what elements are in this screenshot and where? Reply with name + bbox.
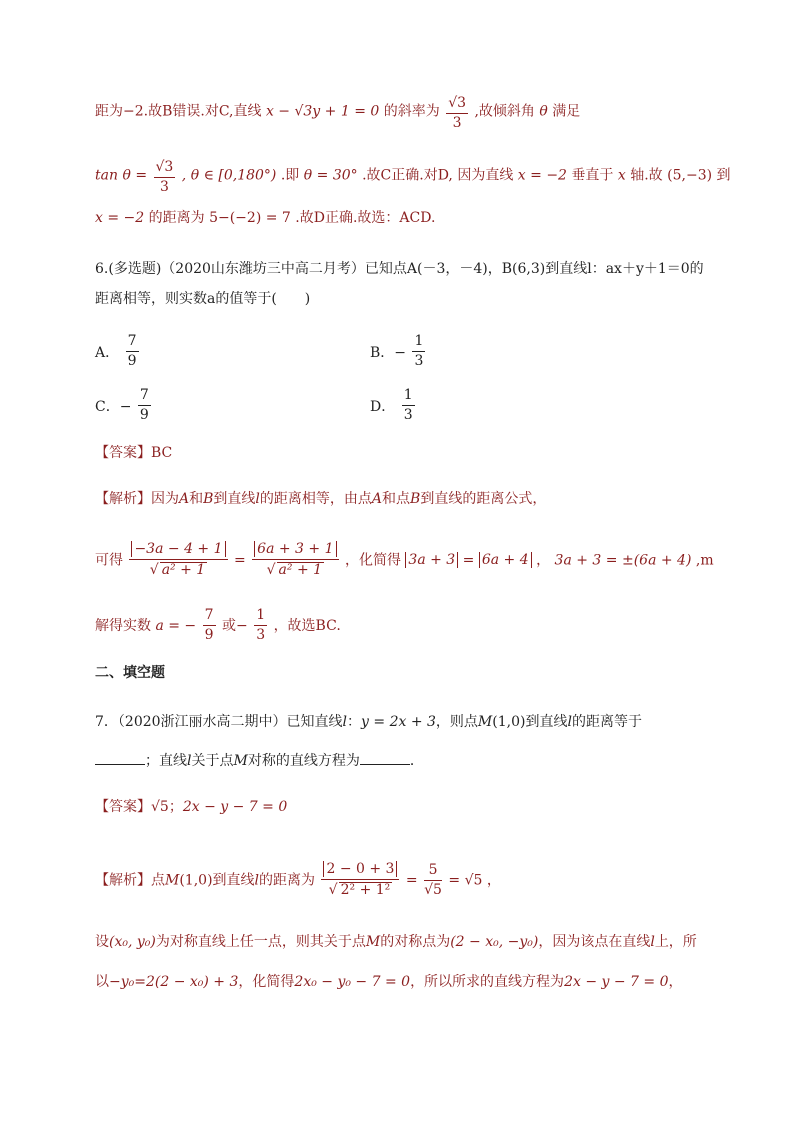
equation: tan θ = <box>95 167 148 184</box>
solution-line-3 <box>95 211 435 225</box>
text: 到 <box>716 167 731 184</box>
text: ,故倾斜角 <box>474 103 535 120</box>
answer-blank-2[interactable] <box>360 752 410 765</box>
q7-stem-line-2: ；直线l关于点M对称的直线方程为 ． <box>95 752 424 768</box>
q6-option-a: A． $\frac{7}{9}$ <box>95 333 137 370</box>
text: 垂直于 <box>571 167 614 184</box>
q7-analysis-line-2: 设(x₀, y₀)为对称直线上任一点，则其关于点M的对称点为(2 − x₀, −y₀)，因为该点在直线l上，所 <box>95 934 697 950</box>
text: 距为−2.故B错误.对C,直线 <box>95 103 262 120</box>
text: 的斜率为 <box>383 103 440 120</box>
q6-answer: 【答案】BC <box>95 445 173 461</box>
answer-blank-1[interactable] <box>95 752 145 765</box>
q7-analysis-line-1: 【解析】点M(1,0)到直线l的距离为 2 − 0 + 3 √ 2² + 1² = $\frac{5}{√5}$ = √5 ， <box>95 862 501 899</box>
q6-stem-line-2: 距离相等，则实数a的值等于( ) <box>95 291 311 307</box>
fraction: $\frac{√3}{3}$ <box>448 95 467 132</box>
equation: θ = 30° <box>303 167 358 184</box>
q7-analysis-line-3: 以−y₀=2(2 − x₀) + 3，化简得2x₀ − y₀ − 7 = 0，所以所求的直线方程为2x − y − 7 = 0， <box>95 974 683 990</box>
equation: (5,−3) <box>667 167 713 184</box>
fraction: $\frac{√3}{3}$ <box>155 159 174 196</box>
q6-option-d: D． $\frac{1}{3}$ <box>370 387 413 424</box>
text: .故D正确.故选：ACD. <box>295 210 436 226</box>
symbol: θ <box>539 103 548 120</box>
equation: x − √3y + 1 = 0 <box>265 103 380 120</box>
equation: x = −2 <box>95 210 145 226</box>
q6-analysis-line-3: 解得实数 a = − $\frac{7}{9}$ 或− $\frac{1}{3}$ ，故选BC. <box>95 607 341 644</box>
solution-line-1 <box>95 96 580 132</box>
text: 轴.故 <box>630 167 663 184</box>
text: 满足 <box>552 103 581 120</box>
q7-answer: 【答案】√5；2x − y − 7 = 0 <box>95 799 288 815</box>
solution-line-2 <box>95 160 731 196</box>
section-heading: 二、填空题 <box>95 665 165 681</box>
q6-option-b: B．− $\frac{1}{3}$ <box>370 333 424 370</box>
text: 的距离为 <box>148 210 205 226</box>
equation: x = −2 <box>517 167 567 184</box>
q6-analysis-line-1: 【解析】因为A和B到直线l的距离相等，由点A和点B到直线的距离公式， <box>95 491 547 507</box>
equation: 5−(−2) = 7 <box>209 210 291 226</box>
q7-stem-line-1: 7．（2020浙江丽水高二期中）已知直线l：y = 2x + 3，则点M(1,0)到直线l的距离等于 <box>95 714 642 730</box>
text: .即 <box>280 167 300 184</box>
equation: , θ ∈ [0,180°) <box>181 167 277 184</box>
q6-analysis-line-2: 可得 −3a − 4 + 1 √ a² + 1 = 6a + 3 + 1 √ a² + 1 ，化简得 3a + 3 = 6a + 4 ， 3a + 3 = ±(6a + 4) ,m <box>95 542 714 579</box>
q6-option-c: C．− $\frac{7}{9}$ <box>95 387 149 424</box>
q6-stem-line-1: 6.(多选题)（2020山东潍坊三中高二月考）已知点A(－3，－4)，B(6,3)到直线l：ax＋y＋1＝0的 <box>95 261 704 277</box>
symbol: x <box>617 167 626 184</box>
text: .故C正确.对D, 因为直线 <box>362 167 514 184</box>
